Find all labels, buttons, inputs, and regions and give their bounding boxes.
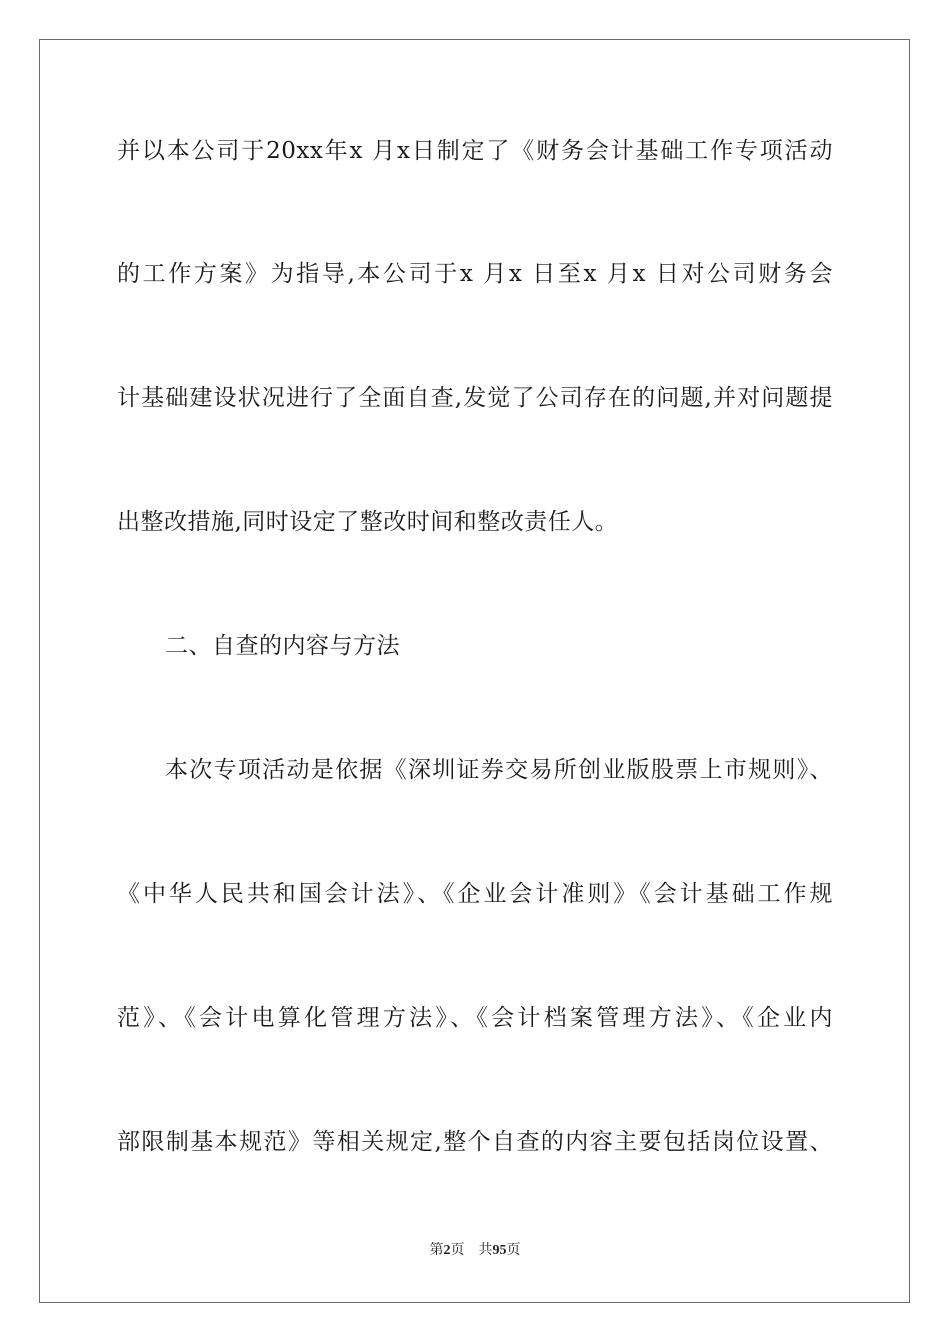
page-suffix: 页 — [450, 1242, 465, 1258]
paragraph-line-6: 《中华人民共和国会计法》、《企业会计准则》《会计基础工作规 — [117, 881, 833, 907]
page-prefix: 第 — [429, 1242, 444, 1258]
total-suffix: 页 — [506, 1242, 521, 1258]
page-footer — [0, 1240, 950, 1261]
paragraph-line-2: 的工作方案》为指导,本公司于x 月x 日至x 月x 日对公司财务会 — [117, 261, 833, 287]
paragraph-line-3: 计基础建设状况进行了全面自查,发觉了公司存在的问题,并对问题提 — [117, 385, 833, 411]
section-heading: 二、自查的内容与方法 — [165, 633, 400, 659]
paragraph-line-1: 并以本公司于20xx年x 月x日制定了《财务会计基础工作专项活动 — [117, 138, 833, 164]
paragraph-line-5: 本次专项活动是依据《深圳证券交易所创业版股票上市规则》、 — [165, 757, 833, 783]
page-border — [39, 39, 910, 1303]
paragraph-line-7: 范》、《会计电算化管理方法》、《会计档案管理方法》、《企业内 — [117, 1005, 833, 1031]
total-pages: 95 — [492, 1243, 507, 1258]
page-number: 2 — [443, 1243, 451, 1258]
paragraph-line-8: 部限制基本规范》等相关规定,整个自查的内容主要包括岗位设置、 — [117, 1129, 833, 1155]
total-prefix: 共 — [478, 1242, 493, 1258]
paragraph-line-4: 出整改措施,同时设定了整改时间和整改责任人。 — [117, 509, 619, 535]
